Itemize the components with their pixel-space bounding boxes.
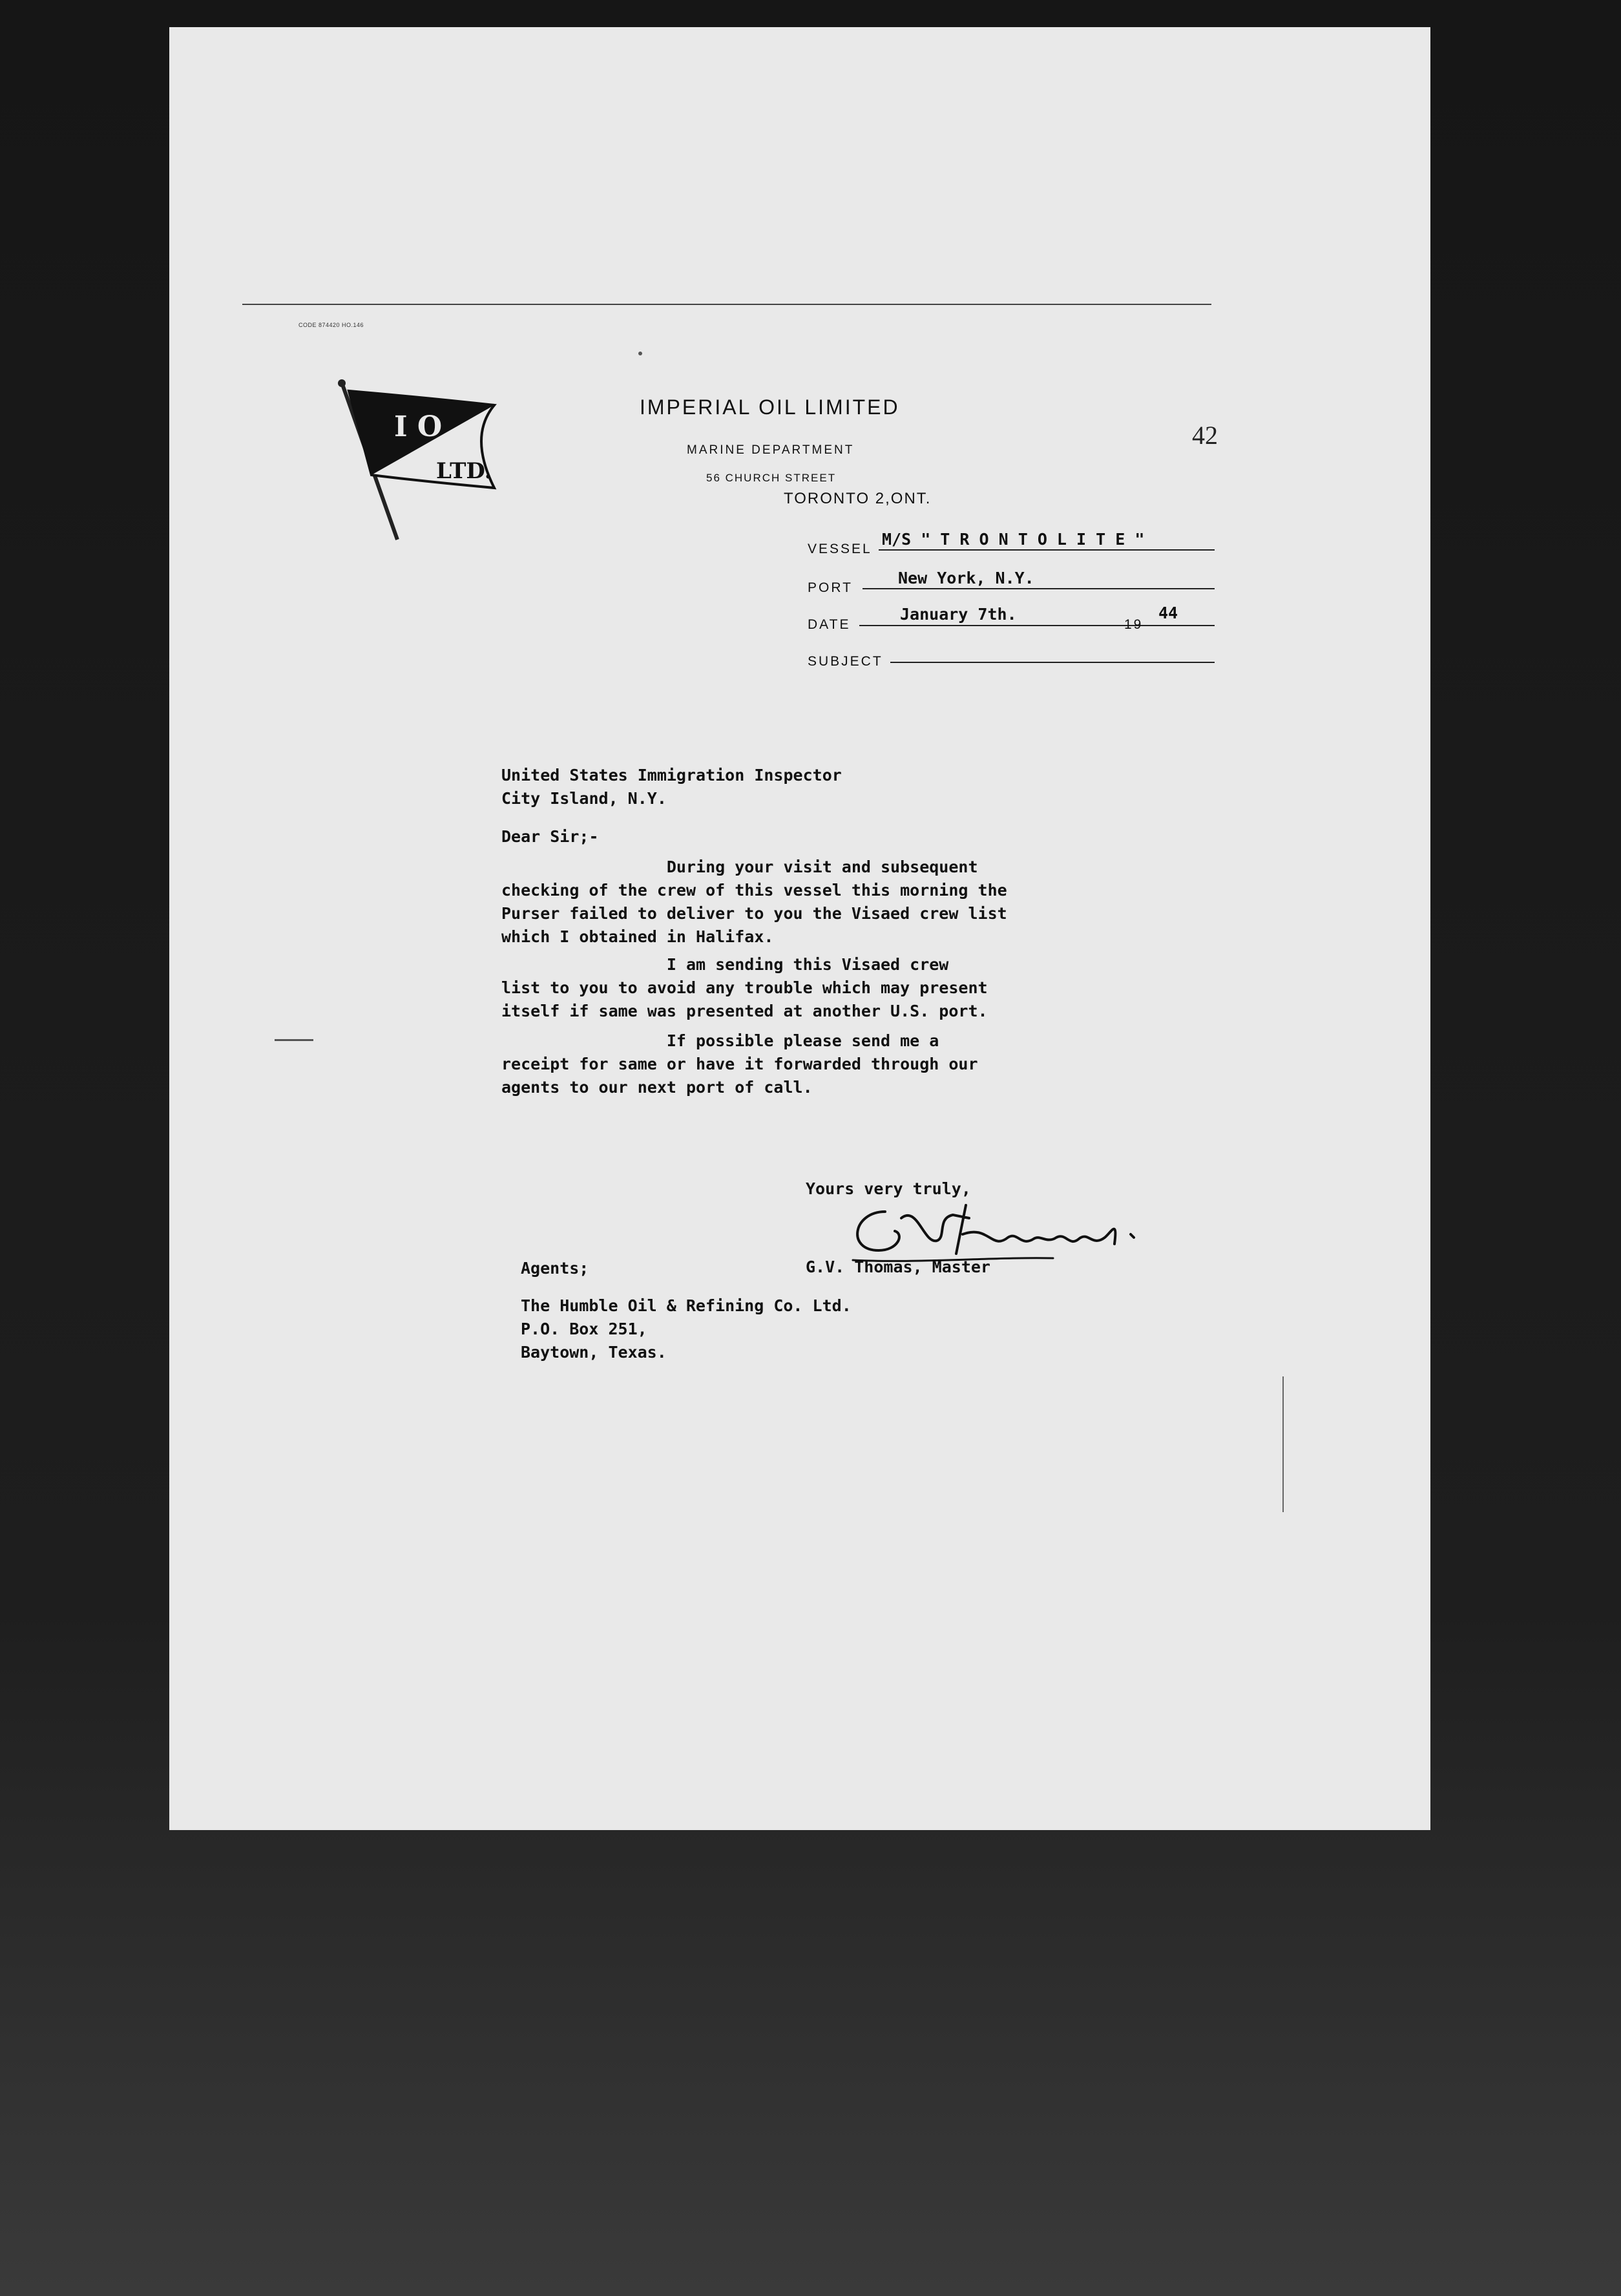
flag-text-bottom: LTD. [436,458,492,484]
body-p2-line-1: I am sending this Visaed crew [501,955,949,974]
recipient-line-1: United States Immigration Inspector [501,766,842,785]
street-address: 56 CHURCH STREET [706,472,837,484]
subject-underline [890,662,1215,663]
page-number: 42 [1192,421,1218,450]
agents-label: Agents; [521,1259,589,1278]
agents-line-3: Baytown, Texas. [521,1343,667,1362]
body-p1-line-4: which I obtained in Halifax. [501,927,774,946]
body-p2-line-3: itself if same was presented at another U.S. port. [501,1002,988,1020]
letterhead-top-rule [242,304,1211,305]
port-value: New York, N.Y. [898,569,1034,587]
scan-dot [638,352,642,355]
date-underline [859,625,1215,626]
salutation: Dear Sir;- [501,827,599,846]
body-p1-line-1: During your visit and subsequent [501,858,978,876]
body-p3-line-3: agents to our next port of call. [501,1078,813,1097]
date-value: January 7th. [900,605,1017,624]
year-suffix: 44 [1158,604,1178,622]
body-p1-line-3: Purser failed to deliver to you the Visaed crew list [501,904,1007,923]
date-label: DATE [808,617,851,632]
vessel-value: M/S " T R O N T O L I T E " [882,530,1145,549]
body-p1-line-2: checking of the crew of this vessel this morning the [501,881,1007,900]
company-name: IMPERIAL OIL LIMITED [640,395,900,419]
body-p2-line-2: list to you to avoid any trouble which may present [501,978,988,997]
vessel-label: VESSEL [808,542,872,556]
vessel-underline [879,549,1215,551]
year-prefix: 19 [1124,617,1144,632]
margin-mark [275,1039,313,1041]
flag-text-top: I O [394,410,443,443]
closing: Yours very truly, [806,1179,971,1198]
city-address: TORONTO 2,ONT. [784,490,932,507]
port-label: PORT [808,580,853,595]
subject-label: SUBJECT [808,654,883,669]
body-p3-line-1: If possible please send me a [501,1031,939,1050]
letter-sheet [169,27,1430,1830]
signer-name: G.V. Thomas, Master [806,1258,990,1276]
body-p3-line-2: receipt for same or have it forwarded through our [501,1055,978,1073]
company-flag-logo [333,378,539,546]
port-underline [863,588,1215,589]
recipient-line-2: City Island, N.Y. [501,789,667,808]
agents-line-2: P.O. Box 251, [521,1320,647,1338]
agents-line-1: The Humble Oil & Refining Co. Ltd. [521,1296,852,1315]
department-name: MARINE DEPARTMENT [687,443,855,457]
scan-edge-line [1282,1376,1284,1512]
form-code: CODE 874420 HO.146 [298,322,364,328]
